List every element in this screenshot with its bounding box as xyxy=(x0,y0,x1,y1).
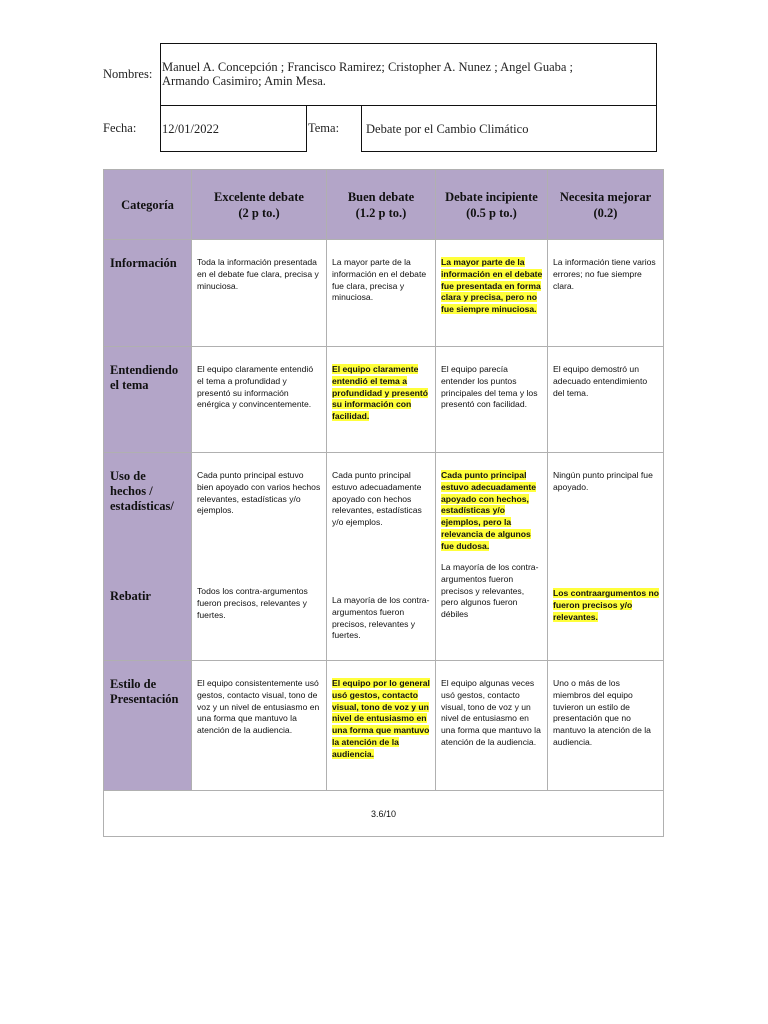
rubric-cell-selected xyxy=(436,240,548,347)
column-header-line2: (2 p to.) xyxy=(238,205,280,220)
cell-text: El equipo demostró un adecuado entendimiento del tema. xyxy=(553,364,648,398)
column-header-line1: Necesita mejorar xyxy=(559,189,652,204)
cell-text: La información tiene varios errores; no fue siempre clara. xyxy=(553,257,656,291)
rubric-cell xyxy=(436,347,548,453)
column-header-category xyxy=(104,170,192,240)
rubric-cell xyxy=(436,661,548,791)
rubric-cell xyxy=(192,240,327,347)
rubric-cell xyxy=(192,661,327,791)
names-line-2: Armando Casimiro; Amin Mesa. xyxy=(162,74,326,88)
rubric-cell xyxy=(327,240,436,347)
cell-text-highlighted: Los contraargumentos no fueron precisos y/o relevantes. xyxy=(553,588,659,622)
rubric-cell-selected xyxy=(436,453,548,661)
category-cell: Información xyxy=(104,240,192,347)
rubric-header-row xyxy=(104,170,664,240)
column-header-excellent xyxy=(192,170,327,240)
names-line-1: Manuel A. Concepción ; Francisco Ramirez; Cristopher A. Nunez ; Angel Guaba ; xyxy=(162,60,574,74)
cell-text: Toda la información presentada en el debate fue clara, precisa y minuciosa. xyxy=(197,257,319,291)
topic-label: Tema: xyxy=(308,121,340,135)
column-header-needs-improvement xyxy=(548,170,664,240)
rubric-row-entendiendo xyxy=(104,347,664,453)
rubric-cell xyxy=(548,240,664,347)
cell-text: La mayoría de los contra-argumentos fueron precisos, relevantes y fuertes. xyxy=(332,595,430,641)
rubric-row-estilo xyxy=(104,661,664,791)
category-rebatir: Rebatir xyxy=(110,589,151,603)
rubric-cell xyxy=(327,453,436,661)
score-cell xyxy=(104,791,664,837)
column-header-category-label: Categoría xyxy=(121,197,174,212)
rubric-cell xyxy=(192,453,327,661)
cell-text: Ningún punto principal fue apoyado. xyxy=(553,470,653,492)
date-box xyxy=(160,105,307,152)
date-label: Fecha: xyxy=(103,121,137,135)
names-label: Nombres: xyxy=(103,67,153,81)
score-value: 3.6/10 xyxy=(370,808,397,819)
category-hechos: Uso de hechos / estadísticas/ xyxy=(110,469,174,513)
cell-text: El equipo algunas veces usó gestos, contacto visual, tono de voz y un nivel de entusiasmo en una forma que mantuvo la atención de la audiencia. xyxy=(441,678,541,747)
names-value xyxy=(162,60,652,88)
rubric-cell xyxy=(548,453,664,661)
column-header-good xyxy=(327,170,436,240)
column-header-line2: (1.2 p to.) xyxy=(355,205,407,220)
names-box xyxy=(160,43,657,106)
cell-text-highlighted: El equipo por lo general usó gestos, contacto visual, tono de voz y un nivel de entusiasmo en una forma que mantuvo la atención de la audiencia. xyxy=(332,678,430,759)
category-cell: Estilo de Presentación xyxy=(104,661,192,791)
rubric-row-hechos-rebatir xyxy=(104,453,664,661)
cell-text: La mayoría de los contra-argumentos fueron precisos y relevantes, pero algunos fueron débiles xyxy=(441,562,539,620)
column-header-line1: Excelente debate xyxy=(214,189,304,204)
category-cell xyxy=(104,453,192,661)
column-header-line2: (0.2) xyxy=(593,205,618,220)
rubric-table xyxy=(103,169,664,837)
cell-text-highlighted: El equipo claramente entendió el tema a profundidad y presentó su información con facilidad. xyxy=(332,364,428,422)
cell-text: El equipo claramente entendió el tema a profundidad y presentó su información enérgica y convincentemente. xyxy=(197,364,314,410)
rubric-cell xyxy=(548,347,664,453)
cell-text: El equipo consistentemente usó gestos, contacto visual, tono de voz y un nivel de entusiasmo en una forma que mantuvo la atención de la audiencia. xyxy=(197,678,320,736)
cell-text: Cada punto principal estuvo bien apoyado con varios hechos relevantes, estadísticas y/o ejemplos. xyxy=(197,470,321,516)
rubric-cell-selected xyxy=(327,347,436,453)
column-header-incipient xyxy=(436,170,548,240)
rubric-score-row xyxy=(104,791,664,837)
cell-text: Cada punto principal estuvo adecuadamente apoyado con hechos relevantes, estadísticas y/o ejemplos. xyxy=(332,470,422,528)
topic-value: Debate por el Cambio Climático xyxy=(366,122,529,136)
cell-text: Todos los contra-argumentos fueron precisos, relevantes y fuertes. xyxy=(197,586,308,620)
rubric-row-informacion xyxy=(104,240,664,347)
cell-text-highlighted: La mayor parte de la información en el debate fue presentada en forma clara y precisa, pero no fue siempre minuciosa. xyxy=(441,257,543,315)
cell-text-highlighted: Cada punto principal estuvo adecuadamente apoyado con hechos, estadísticas y/o ejemplos, pero la relevancia de algunos fue dudosa. xyxy=(441,470,537,551)
rubric-cell xyxy=(548,661,664,791)
cell-text: El equipo parecía entender los puntos principales del tema y los presentó con facilidad. xyxy=(441,364,538,410)
rubric-cell xyxy=(192,347,327,453)
column-header-line1: Debate incipiente xyxy=(445,189,538,204)
column-header-line1: Buen debate xyxy=(347,189,415,204)
date-value: 12/01/2022 xyxy=(162,122,219,136)
topic-box xyxy=(361,105,657,152)
cell-text: Uno o más de los miembros del equipo tuvieron un estilo de presentación que no mantuvo la atención de la audiencia. xyxy=(553,678,651,747)
category-cell: Entendiendo el tema xyxy=(104,347,192,453)
rubric-cell-selected xyxy=(327,661,436,791)
column-header-line2: (0.5 p to.) xyxy=(466,205,517,220)
cell-text: La mayor parte de la información en el debate fue clara, precisa y minuciosa. xyxy=(332,257,427,303)
